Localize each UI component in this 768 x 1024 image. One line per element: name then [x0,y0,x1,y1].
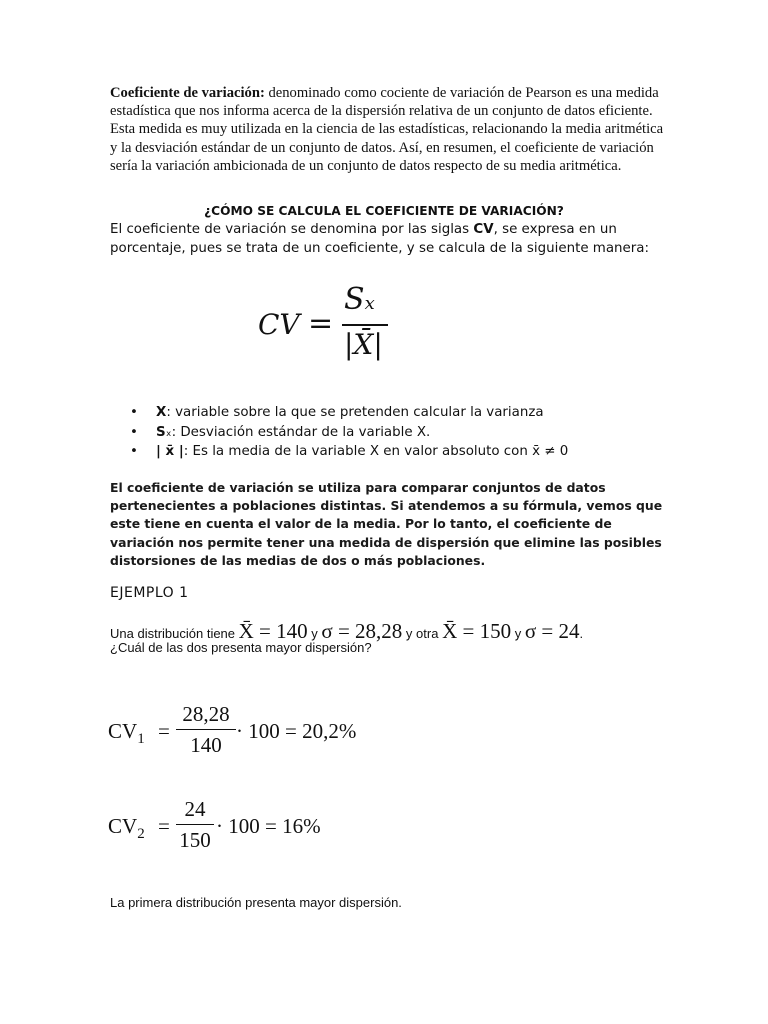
calc-denominator: 150 [179,828,211,852]
math-mean-1: X̄ = 140 [238,619,308,643]
bullet-label: S [156,424,166,440]
conclusion-text: La primera distribución presenta mayor dispersión. [110,895,402,910]
bullet-label: X [156,405,167,420]
calc-numerator: 28,28 [182,702,230,726]
calc-numerator: 24 [184,797,206,821]
intro-text: denominado como cociente de variación de Pearson es una medida estadística que nos informa acerca de la dispersión relativa de un conjunto de datos eficiente. Esta medida es muy utilizada en la ciencia de las estadísticas, relacionando la media aritmética y la desviación estándar de un conjunto de datos. Así, en resumen, el coeficiente de variación sería la variación ambicionada de un conjunto de datos respecto de su media aritmética. [110,85,664,174]
math-mean-2: X̄ = 150 [442,619,512,643]
calc-lhs: $CV_2$ [108,814,145,843]
formula-equals: = [308,306,334,341]
para1-before: El coeficiente de variación se denomina por las siglas [110,222,474,237]
calc-fraction-bar [176,824,214,825]
intro-term: Coeficiente de variación: [110,85,265,101]
cv-usage-paragraph: El coeficiente de variación se utiliza para comparar conjuntos de datos pertenecientes a poblaciones distintas. Si atendemos a su fórmula, vemos que este tiene en cuenta el valor de la media. Por lo tanto, el coeficiente de variación nos permite tener una medida de dispersión que elimine las posibles distorsiones de las medias de dos o más poblaciones. [110,480,663,568]
calc-denominator: 140 [190,733,222,757]
math-sigma-2: σ = 24 [524,619,580,643]
cv-formula [258,282,398,372]
example-question: ¿Cuál de las dos presenta mayor dispersión? [110,640,372,655]
calc-equals: = [158,719,170,743]
calculation-cv1 [108,702,368,762]
intro-paragraph [110,84,665,175]
bullet-text: ₓ: Desviación estándar de la variable X. [165,424,431,440]
formula-numerator-sub: x [364,293,375,314]
para1-bold: CV [473,222,494,237]
list-item [130,423,568,443]
example-text: Una distribución tiene [110,626,239,641]
calc-equals: = [158,814,170,838]
calc-lhs: $CV_1$ [108,719,145,748]
example-title: EJEMPLO 1 [110,585,189,601]
bullet-label: | x̄ | [156,444,184,459]
formula-lhs: CV [258,308,300,341]
example-text: . [579,626,584,641]
para1-after: , se expresa en un porcentaje, pues se trata de un coeficiente, y se calcula de la siguiente manera: [110,222,650,256]
section-heading: ¿CÓMO SE CALCULA EL COEFICIENTE DE VARIACIÓN? [204,204,564,218]
math-sigma-1: σ = 28,28 [321,619,403,643]
variable-definitions-list [130,403,568,462]
formula-denominator: |X̄| [344,328,383,361]
example-text: y [307,626,322,641]
bullet-text: : variable sobre la que se pretenden calcular la varianza [166,405,544,420]
formula-fraction-bar [342,324,388,326]
cv-definition-paragraph [110,221,670,258]
list-item [130,442,568,462]
calc-fraction-bar [176,729,236,730]
list-item [130,403,568,423]
calc-result: · 100 = 20,2% [236,719,357,743]
bullet-text: : Es la media de la variable X en valor absoluto con x̄ ≠ 0 [183,444,569,459]
calculation-cv2 [108,797,368,857]
calc-result: · 100 = 16% [216,814,321,838]
example-text: y [511,626,525,641]
formula-numerator: Sx [344,282,375,317]
example-text: y otra [402,626,443,641]
